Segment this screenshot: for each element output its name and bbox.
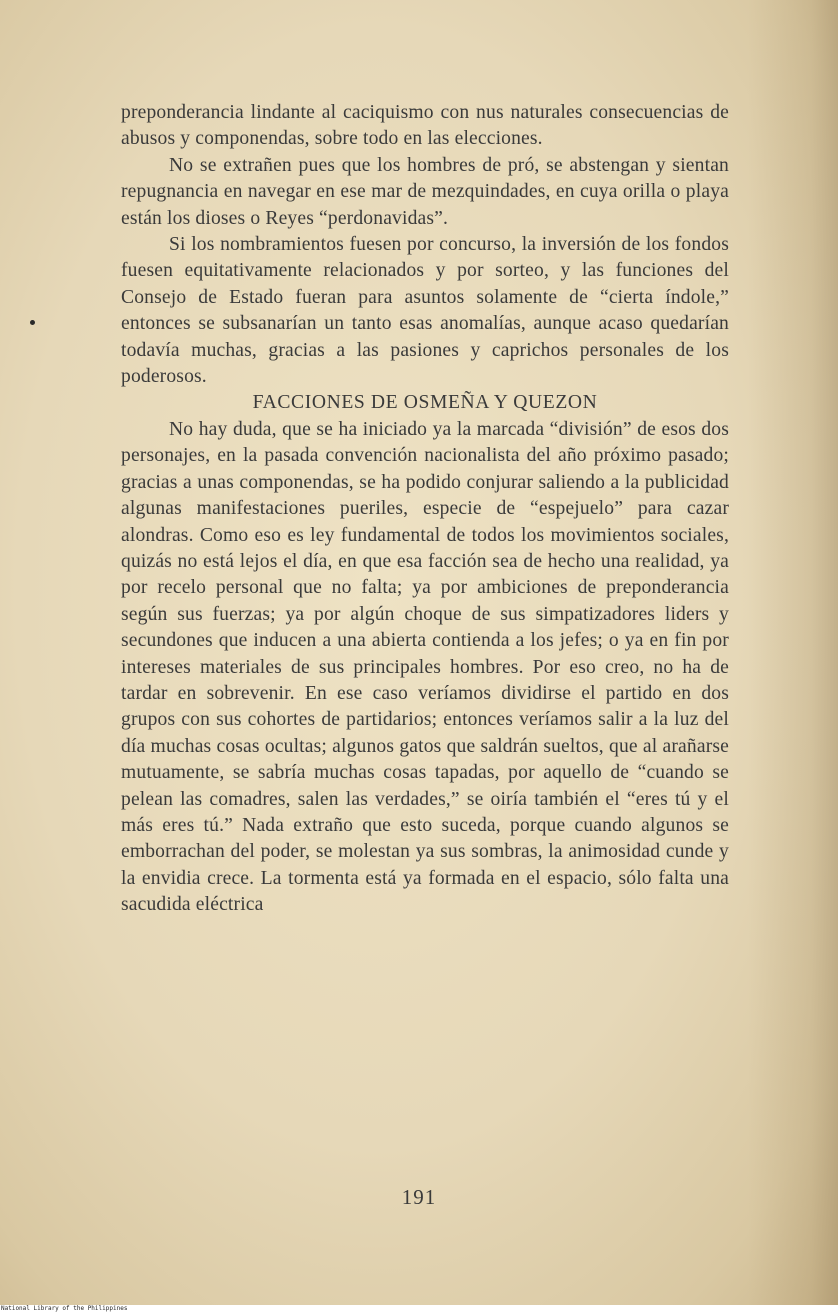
paragraph-3: Si los nombramientos fuesen por concurso, la inversión de los fondos fuesen equitativamente relacionados y por sorteo, y las funciones del Consejo de Estado fueran para asuntos solamente de “cierta índole,” entonces se subsanarían un tanto esas anomalías, aunque acaso quedarían todavía muchas, gracias a las pasiones y caprichos personales de los poderosos. (121, 234, 729, 388)
paragraph-2: No se extrañen pues que los hombres de pró, se abstengan y sientan repugnancia en navegar en ese mar de mezquindades, en cuya orilla o playa están los dioses o Reyes “perdonavidas”. (121, 154, 729, 229)
page-number: 191 (401, 1185, 437, 1209)
body-text (121, 100, 729, 919)
section-heading: FACCIONES DE OSMEÑA Y QUEZON (252, 392, 598, 414)
paragraph-1: preponderancia lindante al caciquismo con nus naturales consecuencias de abusos y componendas, sobre todo en las elecciones. (121, 102, 729, 150)
paragraph-4: No hay duda, que se ha iniciado ya la marcada “división” de esos dos personajes, en la pasada convención nacionalista del año próximo pasado; gracias a unas componendas, se ha podido conjurar saliendo a la publicidad algunas manifestaciones pueriles, especie de “espejuelo” para cazar alondras. Como eso es ley fundamental de todos los movimientos sociales, quizás no está lejos el día, en que esa facción sea de hecho una realidad, ya por recelo personal que no falta; ya por ambiciones de preponderancia según sus fuerzas; ya por algún choque de sus simpatizadores liders y secundones que inducen a una abierta contienda a los jefes; o ya en fin por intereses materiales de sus principales hombres. Por eso creo, no ha de tardar en sobrevenir. En ese caso veríamos dividirse el partido en dos grupos con sus cohortes de partidarios; entonces veríamos salir a la luz del día muchas cosas ocultas; algunos gatos que saldrán sueltos, que al arañarse mutuamente, se sabría muchas cosas tapadas, por aquello de “cuando se pelean las comadres, salen las verdades,” se oiría también el “eres tú y el más eres tú.” Nada extraño que esto suceda, porque cuando algunos se emborrachan del poder, se molestan ya sus sombras, la animosidad cunde y la envidia crece. La tormenta está ya formada en el espacio, sólo falta una sacudida eléctrica (121, 418, 729, 916)
page-speck (30, 320, 35, 325)
library-credit: National Library of the Philippines (1, 1305, 128, 1312)
